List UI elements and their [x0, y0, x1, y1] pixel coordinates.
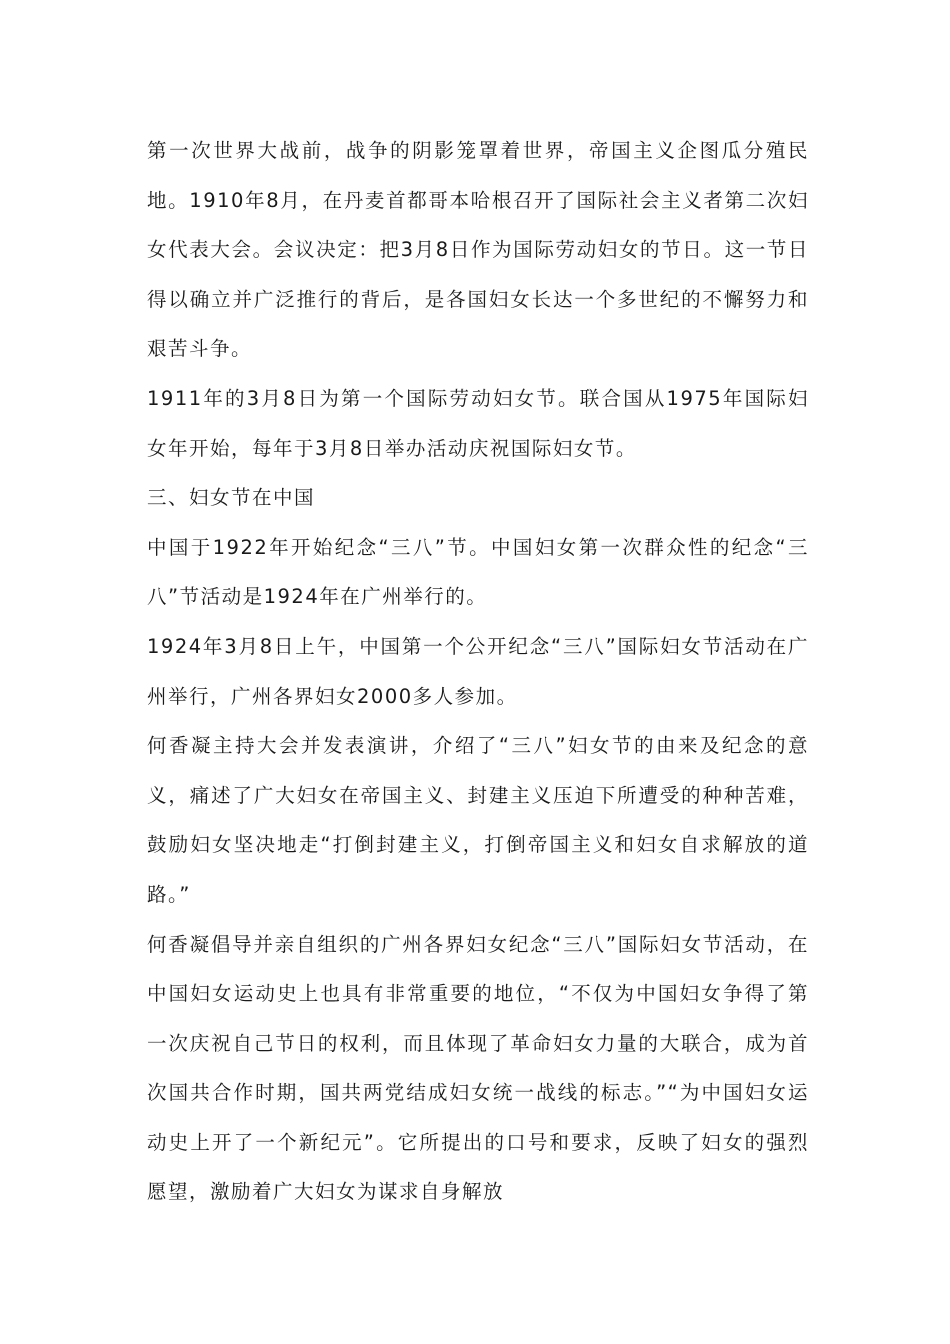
document-body	[147, 126, 809, 1217]
paragraph-history: 第一次世界大战前，战争的阴影笼罩着世界，帝国主义企图瓜分殖民地。1910年8月，在丹麦首都哥本哈根召开了国际社会主义者第二次妇女代表大会。会议决定：把3月8日作为国际劳动妇女的节日。这一节日得以确立并广泛推行的背后，是各国妇女长达一个多世纪的不懈努力和艰苦斗争。	[147, 139, 809, 361]
paragraph-significance: 何香凝倡导并亲自组织的广州各界妇女纪念“三八”国际妇女节活动，在中国妇女运动史上也具有非常重要的地位，“不仅为中国妇女争得了第一次庆祝自己节日的权利，而且体现了革命妇女力量的大联合，成为首次国共合作时期，国共两党结成妇女统一战线的标志。”“为中国妇女运动史上开了一个新纪元”。它所提出的口号和要求，反映了妇女的强烈愿望，激励着广大妇女为谋求自身解放	[147, 932, 809, 1204]
paragraph-china-1922: 中国于1922年开始纪念“三八”节。中国妇女第一次群众性的纪念“三八”节活动是1924年在广州举行的。	[147, 535, 809, 609]
paragraph-guangzhou-1924: 1924年3月8日上午，中国第一个公开纪念“三八”国际妇女节活动在广州举行，广州各界妇女2000多人参加。	[147, 634, 809, 708]
paragraph-first-womens-day: 1911年的3月8日为第一个国际劳动妇女节。联合国从1975年国际妇女年开始，每年于3月8日举办活动庆祝国际妇女节。	[147, 386, 809, 460]
section-heading: 三、妇女节在中国	[147, 486, 316, 510]
paragraph-he-xiangning-speech: 何香凝主持大会并发表演讲，介绍了“三八”妇女节的由来及纪念的意义，痛述了广大妇女在帝国主义、封建主义压迫下所遭受的种种苦难，鼓励妇女坚决地走“打倒封建主义，打倒帝国主义和妇女自求解放的道路。”	[147, 734, 809, 906]
